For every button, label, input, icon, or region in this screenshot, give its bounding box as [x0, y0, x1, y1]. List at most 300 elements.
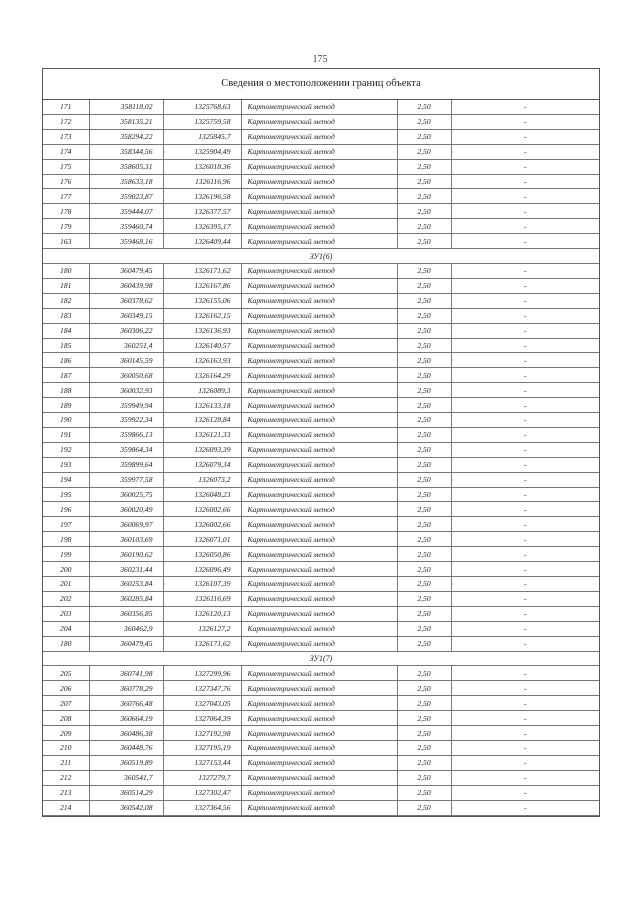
coord-y-cell: 1327153,44: [163, 755, 241, 770]
coord-x-cell: 360253,84: [89, 577, 163, 592]
table-row: [43, 174, 599, 189]
note-cell: -: [451, 487, 599, 502]
coord-y-cell: 1326128,84: [163, 413, 241, 428]
accuracy-cell: 2,50: [397, 398, 451, 413]
table-row: [43, 502, 599, 517]
method-cell: Картометрический метод: [241, 532, 397, 547]
coord-y-cell: 1326120,13: [163, 606, 241, 621]
point-number-cell: 206: [43, 681, 89, 696]
coord-x-cell: 360032,93: [89, 383, 163, 398]
method-cell: Картометрический метод: [241, 442, 397, 457]
table-row: [43, 606, 599, 621]
method-cell: Картометрический метод: [241, 159, 397, 174]
accuracy-cell: 2,50: [397, 591, 451, 606]
point-number-cell: 194: [43, 472, 89, 487]
table-row: [43, 308, 599, 323]
coord-y-cell: 1326071,01: [163, 532, 241, 547]
method-cell: Картометрический метод: [241, 368, 397, 383]
note-cell: -: [451, 681, 599, 696]
table-row: [43, 636, 599, 651]
method-cell: Картометрический метод: [241, 577, 397, 592]
accuracy-cell: 2,50: [397, 353, 451, 368]
table-row: [43, 800, 599, 815]
method-cell: Картометрический метод: [241, 696, 397, 711]
point-number-cell: 197: [43, 517, 89, 532]
point-number-cell: 212: [43, 770, 89, 785]
point-number-cell: 171: [43, 100, 89, 114]
accuracy-cell: 2,50: [397, 219, 451, 234]
table-row: [43, 621, 599, 636]
section-label: ЗУ1(7): [43, 651, 599, 666]
accuracy-cell: 2,50: [397, 696, 451, 711]
coord-y-cell: 1326162,15: [163, 308, 241, 323]
accuracy-cell: 2,50: [397, 487, 451, 502]
note-cell: -: [451, 666, 599, 681]
note-cell: -: [451, 740, 599, 755]
coord-y-cell: 1327195,19: [163, 740, 241, 755]
accuracy-cell: 2,50: [397, 726, 451, 741]
note-cell: -: [451, 636, 599, 651]
coord-y-cell: 1326127,2: [163, 621, 241, 636]
coord-x-cell: 359460,74: [89, 219, 163, 234]
coord-y-cell: 1326002,66: [163, 502, 241, 517]
coord-x-cell: 359444,07: [89, 204, 163, 219]
coord-y-cell: 1326409,44: [163, 234, 241, 249]
coord-x-cell: 358633,18: [89, 174, 163, 189]
coord-y-cell: 1325759,58: [163, 114, 241, 129]
coord-x-cell: 359864,34: [89, 442, 163, 457]
coord-y-cell: 1326196,58: [163, 189, 241, 204]
accuracy-cell: 2,50: [397, 532, 451, 547]
table-row: [43, 338, 599, 353]
coord-y-cell: 1326096,49: [163, 562, 241, 577]
accuracy-cell: 2,50: [397, 562, 451, 577]
point-number-cell: 184: [43, 323, 89, 338]
method-cell: Картометрический метод: [241, 278, 397, 293]
method-cell: Картометрический метод: [241, 547, 397, 562]
coord-x-cell: 358344,56: [89, 144, 163, 159]
coord-y-cell: 1327043,05: [163, 696, 241, 711]
table-row: [43, 442, 599, 457]
note-cell: -: [451, 353, 599, 368]
coord-x-cell: 358294,22: [89, 129, 163, 144]
table-row: [43, 189, 599, 204]
point-number-cell: 196: [43, 502, 89, 517]
point-number-cell: 207: [43, 696, 89, 711]
point-number-cell: 195: [43, 487, 89, 502]
coord-y-cell: 1326395,17: [163, 219, 241, 234]
point-number-cell: 201: [43, 577, 89, 592]
note-cell: -: [451, 621, 599, 636]
method-cell: Картометрический метод: [241, 726, 397, 741]
point-number-cell: 205: [43, 666, 89, 681]
accuracy-cell: 2,50: [397, 770, 451, 785]
accuracy-cell: 2,50: [397, 189, 451, 204]
coord-x-cell: 360020,49: [89, 502, 163, 517]
boundary-table-sheet: [42, 68, 600, 817]
method-cell: Картометрический метод: [241, 219, 397, 234]
note-cell: -: [451, 606, 599, 621]
page-number: 175: [312, 54, 328, 65]
method-cell: Картометрический метод: [241, 100, 397, 114]
table-row: [43, 726, 599, 741]
table-row: [43, 785, 599, 800]
point-number-cell: 208: [43, 711, 89, 726]
coord-x-cell: 360541,7: [89, 770, 163, 785]
method-cell: Картометрический метод: [241, 740, 397, 755]
table-row: [43, 144, 599, 159]
point-number-cell: 213: [43, 785, 89, 800]
accuracy-cell: 2,50: [397, 502, 451, 517]
method-cell: Картометрический метод: [241, 606, 397, 621]
coord-y-cell: 1326073,2: [163, 472, 241, 487]
method-cell: Картометрический метод: [241, 263, 397, 278]
table-row: [43, 398, 599, 413]
point-number-cell: 214: [43, 800, 89, 815]
accuracy-cell: 2,50: [397, 427, 451, 442]
accuracy-cell: 2,50: [397, 308, 451, 323]
method-cell: Картометрический метод: [241, 174, 397, 189]
coord-x-cell: 360285,84: [89, 591, 163, 606]
method-cell: Картометрический метод: [241, 666, 397, 681]
point-number-cell: 210: [43, 740, 89, 755]
note-cell: -: [451, 234, 599, 249]
coord-y-cell: 1326050,86: [163, 547, 241, 562]
accuracy-cell: 2,50: [397, 755, 451, 770]
note-cell: -: [451, 114, 599, 129]
table-row: [43, 368, 599, 383]
accuracy-cell: 2,50: [397, 577, 451, 592]
accuracy-cell: 2,50: [397, 800, 451, 815]
table-row: [43, 278, 599, 293]
note-cell: -: [451, 323, 599, 338]
note-cell: -: [451, 696, 599, 711]
note-cell: -: [451, 263, 599, 278]
coord-y-cell: 1326093,39: [163, 442, 241, 457]
accuracy-cell: 2,50: [397, 234, 451, 249]
accuracy-cell: 2,50: [397, 159, 451, 174]
coord-x-cell: 360778,29: [89, 681, 163, 696]
method-cell: Картометрический метод: [241, 681, 397, 696]
method-cell: Картометрический метод: [241, 129, 397, 144]
table-row: [43, 577, 599, 592]
point-number-cell: 180: [43, 636, 89, 651]
table-row: [43, 383, 599, 398]
accuracy-cell: 2,50: [397, 100, 451, 114]
note-cell: -: [451, 457, 599, 472]
point-number-cell: 176: [43, 174, 89, 189]
method-cell: Картометрический метод: [241, 487, 397, 502]
coord-x-cell: 360103,69: [89, 532, 163, 547]
table-row: [43, 353, 599, 368]
table-row: [43, 532, 599, 547]
point-number-cell: 181: [43, 278, 89, 293]
accuracy-cell: 2,50: [397, 278, 451, 293]
method-cell: Картометрический метод: [241, 755, 397, 770]
note-cell: -: [451, 159, 599, 174]
section-label: ЗУ1(6): [43, 249, 599, 264]
note-cell: -: [451, 711, 599, 726]
accuracy-cell: 2,50: [397, 114, 451, 129]
note-cell: -: [451, 100, 599, 114]
method-cell: Картометрический метод: [241, 517, 397, 532]
coord-x-cell: 360514,29: [89, 785, 163, 800]
coord-x-cell: 360069,97: [89, 517, 163, 532]
table-row: [43, 457, 599, 472]
method-cell: Картометрический метод: [241, 785, 397, 800]
coord-x-cell: 359922,34: [89, 413, 163, 428]
coord-y-cell: 1326002,66: [163, 517, 241, 532]
note-cell: -: [451, 189, 599, 204]
table-row: [43, 755, 599, 770]
table-row: [43, 740, 599, 755]
coord-y-cell: 1325845,7: [163, 129, 241, 144]
accuracy-cell: 2,50: [397, 323, 451, 338]
coord-x-cell: 360766,48: [89, 696, 163, 711]
table-row: [43, 413, 599, 428]
accuracy-cell: 2,50: [397, 293, 451, 308]
point-number-cell: 182: [43, 293, 89, 308]
coord-x-cell: 359949,94: [89, 398, 163, 413]
coordinates-table: [43, 100, 599, 816]
note-cell: -: [451, 562, 599, 577]
accuracy-cell: 2,50: [397, 129, 451, 144]
coord-y-cell: 1325904,49: [163, 144, 241, 159]
note-cell: -: [451, 472, 599, 487]
coord-y-cell: 1326377,57: [163, 204, 241, 219]
method-cell: Картометрический метод: [241, 234, 397, 249]
table-row: [43, 681, 599, 696]
coord-y-cell: 1326116,96: [163, 174, 241, 189]
note-cell: -: [451, 293, 599, 308]
point-number-cell: 185: [43, 338, 89, 353]
coord-y-cell: 1327299,96: [163, 666, 241, 681]
coord-x-cell: 360349,15: [89, 308, 163, 323]
method-cell: Картометрический метод: [241, 457, 397, 472]
coord-x-cell: 359899,64: [89, 457, 163, 472]
method-cell: Картометрический метод: [241, 591, 397, 606]
coord-x-cell: 360190,62: [89, 547, 163, 562]
coord-y-cell: 1326116,69: [163, 591, 241, 606]
method-cell: Картометрический метод: [241, 204, 397, 219]
method-cell: Картометрический метод: [241, 636, 397, 651]
table-row: [43, 770, 599, 785]
note-cell: -: [451, 532, 599, 547]
coord-x-cell: 359023,87: [89, 189, 163, 204]
table-row: [43, 427, 599, 442]
point-number-cell: 192: [43, 442, 89, 457]
coord-y-cell: 1326089,3: [163, 383, 241, 398]
point-number-cell: 163: [43, 234, 89, 249]
point-number-cell: 187: [43, 368, 89, 383]
coord-x-cell: 360448,76: [89, 740, 163, 755]
table-row: [43, 293, 599, 308]
point-number-cell: 200: [43, 562, 89, 577]
point-number-cell: 173: [43, 129, 89, 144]
coord-y-cell: 1326171,62: [163, 636, 241, 651]
coord-x-cell: 359977,58: [89, 472, 163, 487]
accuracy-cell: 2,50: [397, 547, 451, 562]
accuracy-cell: 2,50: [397, 368, 451, 383]
coord-y-cell: 1326079,34: [163, 457, 241, 472]
accuracy-cell: 2,50: [397, 666, 451, 681]
point-number-cell: 209: [43, 726, 89, 741]
coord-x-cell: 360378,62: [89, 293, 163, 308]
method-cell: Картометрический метод: [241, 293, 397, 308]
coord-y-cell: 1326018,36: [163, 159, 241, 174]
accuracy-cell: 2,50: [397, 144, 451, 159]
coord-x-cell: 360519,89: [89, 755, 163, 770]
point-number-cell: 193: [43, 457, 89, 472]
note-cell: -: [451, 577, 599, 592]
accuracy-cell: 2,50: [397, 204, 451, 219]
table-row: [43, 204, 599, 219]
point-number-cell: 188: [43, 383, 89, 398]
coord-y-cell: 1327364,56: [163, 800, 241, 815]
note-cell: -: [451, 502, 599, 517]
coord-y-cell: 1326133,18: [163, 398, 241, 413]
point-number-cell: 178: [43, 204, 89, 219]
method-cell: Картометрический метод: [241, 353, 397, 368]
coord-x-cell: 360251,4: [89, 338, 163, 353]
method-cell: Картометрический метод: [241, 338, 397, 353]
method-cell: Картометрический метод: [241, 770, 397, 785]
accuracy-cell: 2,50: [397, 338, 451, 353]
method-cell: Картометрический метод: [241, 502, 397, 517]
table-row: [43, 472, 599, 487]
coord-y-cell: 1326107,39: [163, 577, 241, 592]
accuracy-cell: 2,50: [397, 740, 451, 755]
method-cell: Картометрический метод: [241, 427, 397, 442]
point-number-cell: 203: [43, 606, 89, 621]
note-cell: -: [451, 383, 599, 398]
coord-y-cell: 1326121,33: [163, 427, 241, 442]
coord-x-cell: 360439,98: [89, 278, 163, 293]
coord-x-cell: 360025,75: [89, 487, 163, 502]
note-cell: -: [451, 591, 599, 606]
accuracy-cell: 2,50: [397, 785, 451, 800]
accuracy-cell: 2,50: [397, 606, 451, 621]
coord-x-cell: 360486,38: [89, 726, 163, 741]
point-number-cell: 174: [43, 144, 89, 159]
accuracy-cell: 2,50: [397, 442, 451, 457]
accuracy-cell: 2,50: [397, 413, 451, 428]
note-cell: -: [451, 398, 599, 413]
coord-x-cell: 360231,44: [89, 562, 163, 577]
coord-y-cell: 1325768,63: [163, 100, 241, 114]
coord-x-cell: 360664,19: [89, 711, 163, 726]
point-number-cell: 186: [43, 353, 89, 368]
note-cell: -: [451, 129, 599, 144]
point-number-cell: 189: [43, 398, 89, 413]
method-cell: Картометрический метод: [241, 621, 397, 636]
coord-x-cell: 360479,45: [89, 263, 163, 278]
point-number-cell: 177: [43, 189, 89, 204]
coord-y-cell: 1326048,23: [163, 487, 241, 502]
accuracy-cell: 2,50: [397, 457, 451, 472]
table-row: [43, 696, 599, 711]
method-cell: Картометрический метод: [241, 398, 397, 413]
note-cell: -: [451, 726, 599, 741]
method-cell: Картометрический метод: [241, 562, 397, 577]
note-cell: -: [451, 800, 599, 815]
table-row: [43, 129, 599, 144]
coord-x-cell: 360462,9: [89, 621, 163, 636]
method-cell: Картометрический метод: [241, 413, 397, 428]
coord-y-cell: 1326155,06: [163, 293, 241, 308]
coordinates-table-body: [43, 100, 599, 815]
coord-y-cell: 1327302,47: [163, 785, 241, 800]
method-cell: Картометрический метод: [241, 144, 397, 159]
point-number-cell: 175: [43, 159, 89, 174]
point-number-cell: 202: [43, 591, 89, 606]
coord-y-cell: 1326164,29: [163, 368, 241, 383]
coord-x-cell: 360356,85: [89, 606, 163, 621]
point-number-cell: 204: [43, 621, 89, 636]
table-row: [43, 487, 599, 502]
note-cell: -: [451, 219, 599, 234]
section-header-row: [43, 249, 599, 264]
note-cell: -: [451, 427, 599, 442]
coord-y-cell: 1327192,98: [163, 726, 241, 741]
coord-y-cell: 1327279,7: [163, 770, 241, 785]
note-cell: -: [451, 413, 599, 428]
table-row: [43, 517, 599, 532]
coord-y-cell: 1326167,86: [163, 278, 241, 293]
coord-x-cell: 358605,31: [89, 159, 163, 174]
coord-x-cell: 360145,59: [89, 353, 163, 368]
table-row: [43, 114, 599, 129]
method-cell: Картометрический метод: [241, 711, 397, 726]
coord-x-cell: 358118,02: [89, 100, 163, 114]
accuracy-cell: 2,50: [397, 383, 451, 398]
point-number-cell: 179: [43, 219, 89, 234]
note-cell: -: [451, 770, 599, 785]
note-cell: -: [451, 204, 599, 219]
coord-y-cell: 1326140,57: [163, 338, 241, 353]
table-row: [43, 234, 599, 249]
coord-y-cell: 1326163,93: [163, 353, 241, 368]
table-row: [43, 263, 599, 278]
coord-x-cell: 360306,22: [89, 323, 163, 338]
note-cell: -: [451, 174, 599, 189]
table-row: [43, 100, 599, 114]
table-title: Сведения о местоположении границ объекта: [43, 69, 599, 100]
note-cell: -: [451, 278, 599, 293]
note-cell: -: [451, 755, 599, 770]
accuracy-cell: 2,50: [397, 517, 451, 532]
coord-x-cell: 360542,08: [89, 800, 163, 815]
table-row: [43, 219, 599, 234]
accuracy-cell: 2,50: [397, 174, 451, 189]
coord-x-cell: 360741,98: [89, 666, 163, 681]
coord-x-cell: 359468,16: [89, 234, 163, 249]
note-cell: -: [451, 517, 599, 532]
coord-y-cell: 1327347,76: [163, 681, 241, 696]
accuracy-cell: 2,50: [397, 711, 451, 726]
coord-x-cell: 358135,21: [89, 114, 163, 129]
table-row: [43, 547, 599, 562]
method-cell: Картометрический метод: [241, 800, 397, 815]
method-cell: Картометрический метод: [241, 383, 397, 398]
note-cell: -: [451, 368, 599, 383]
accuracy-cell: 2,50: [397, 472, 451, 487]
table-row: [43, 711, 599, 726]
note-cell: -: [451, 144, 599, 159]
method-cell: Картометрический метод: [241, 323, 397, 338]
note-cell: -: [451, 338, 599, 353]
accuracy-cell: 2,50: [397, 621, 451, 636]
